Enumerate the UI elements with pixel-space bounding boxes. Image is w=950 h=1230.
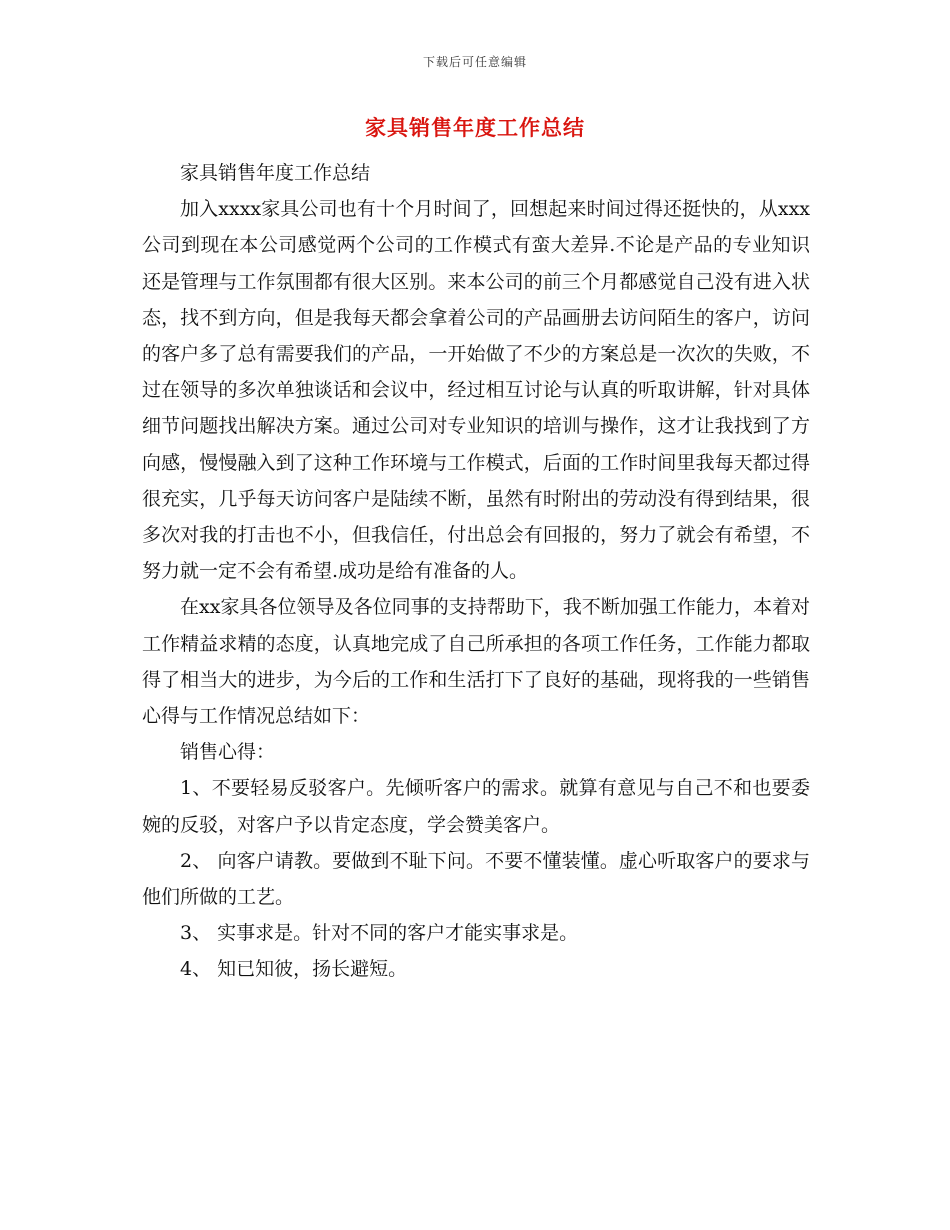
document-body <box>142 155 810 988</box>
list-item: 2、 向客户请教。要做到不耻下问。不要不懂装懂。虚心听取客户的要求与他们所做的工艺。 <box>142 849 810 909</box>
support-paragraph: 在xx家具各位领导及各位同事的支持帮助下，我不断加强工作能力，本着对工作精益求精的态度，认真地完成了自己所承担的各项工作任务，工作能力都取得了相当大的进步，为今后的工作和生活打下了良好的基础，现将我的一些销售心得与工作情况总结如下： <box>142 596 810 728</box>
intro-paragraph: 加入xxxx家具公司也有十个月时间了，回想起来时间过得还挺快的，从xxx公司到现在本公司感觉两个公司的工作模式有蛮大差异.不论是产品的专业知识还是管理与工作氛围都有很大区别。来本公司的前三个月都感觉自己没有进入状态，找不到方向，但是我每天都会拿着公司的产品画册去访问陌生的客户，访问的客户多了总有需要我们的产品，一开始做了不少的方案总是一次次的失败，不过在领导的多次单独谈话和会议中，经过相互讨论与认真的听取讲解，针对具体细节问题找出解决方案。通过公司对专业知识的培训与操作，这才让我找到了方向感，慢慢融入到了这种工作环境与工作模式，后面的工作时间里我每天都过得很充实，几乎每天访问客户是陆续不断，虽然有时附出的劳动没有得到结果，很多次对我的打击也不小，但我信任，付出总会有回报的，努力了就会有希望，不努力就一定不会有希望.成功是给有准备的人。 <box>142 198 810 583</box>
list-item: 4、 知已知彼，扬长避短。 <box>180 958 408 981</box>
list-item: 1、不要轻易反驳客户。先倾听客户的需求。就算有意见与自己不和也要委婉的反驳，对客户予以肯定态度，学会赞美客户。 <box>142 777 810 836</box>
subtitle-paragraph: 家具销售年度工作总结 <box>180 162 371 184</box>
list-item: 3、 实事求是。针对不同的客户才能实事求是。 <box>180 922 579 945</box>
download-note: 下载后可任意编辑 <box>422 55 527 69</box>
document-title: 家具销售年度工作总结 <box>365 115 585 140</box>
section-heading: 销售心得： <box>180 741 276 764</box>
